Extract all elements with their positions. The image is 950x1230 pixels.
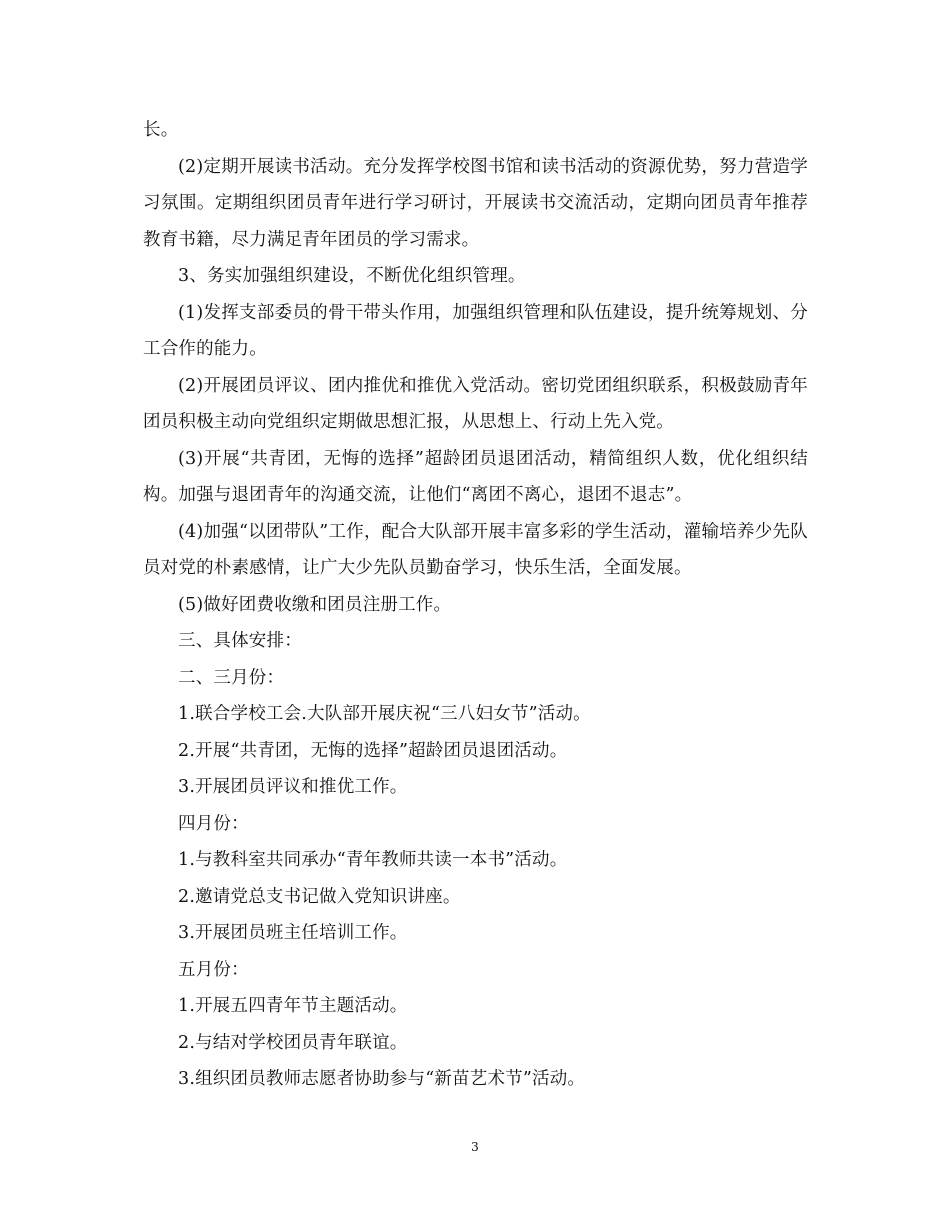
month-heading-feb-mar: 二、三月份： bbox=[178, 667, 285, 688]
paragraph-committee-role: (1)发挥支部委员的骨干带头作用，加强组织管理和队伍建设，提升统筹规划、分工合作的能力。 bbox=[143, 302, 808, 359]
list-item: 1.开展五四青年节主题活动。 bbox=[178, 996, 408, 1016]
month-heading-april: 四月份： bbox=[178, 813, 249, 834]
list-item: 2.邀请党总支书记做入党知识讲座。 bbox=[178, 886, 461, 907]
list-item: 1.联合学校工会.大队部开展庆祝“三八妇女节”活动。 bbox=[178, 704, 591, 724]
paragraph-member-evaluation: (2)开展团员评议、团内推优和推优入党活动。密切党团组织联系，积极鼓励青年团员积极主动向党组织定期做思想汇报，从思想上、行动上先入党。 bbox=[143, 375, 808, 432]
list-item: 2.开展“共青团，无悔的选择”超龄团员退团活动。 bbox=[178, 740, 568, 761]
page-number: 3 bbox=[471, 1140, 479, 1154]
paragraph-continuation: 长。 bbox=[143, 120, 179, 140]
paragraph-fees-registration: (5)做好团费收缴和团员注册工作。 bbox=[178, 594, 452, 615]
list-item: 3.开展团员班主任培训工作。 bbox=[178, 923, 408, 943]
paragraph-over-age-members: (3)开展“共青团，无悔的选择”超龄团员退团活动，精简组织人数，优化组织结构。加强与退团青年的沟通交流，让他们“离团不离心，退团不退志”。 bbox=[143, 448, 808, 505]
section-heading-schedule: 三、具体安排： bbox=[178, 631, 302, 651]
section-heading-organization: 3、务实加强组织建设，不断优化组织管理。 bbox=[178, 266, 526, 286]
list-item: 3.组织团员教师志愿者协助参与“新苗艺术节”活动。 bbox=[178, 1069, 586, 1089]
month-heading-may: 五月份： bbox=[178, 959, 249, 980]
list-item: 3.开展团员评议和推优工作。 bbox=[178, 777, 408, 797]
document-body bbox=[143, 112, 808, 1098]
paragraph-team-leads-pioneers: (4)加强“以团带队”工作，配合大队部开展丰富多彩的学生活动，灌输培养少先队员对党的朴素感情，让广大少先队员勤奋学习，快乐生活，全面发展。 bbox=[143, 521, 808, 578]
list-item: 1.与教科室共同承办“青年教师共读一本书”活动。 bbox=[178, 850, 568, 870]
list-item: 2.与结对学校团员青年联谊。 bbox=[178, 1032, 408, 1053]
paragraph-reading-activities: (2)定期开展读书活动。充分发挥学校图书馆和读书活动的资源优势，努力营造学习氛围。定期组织团员青年进行学习研讨，开展读书交流活动，定期向团员青年推荐教育书籍，尽力满足青年团员的学习需求。 bbox=[143, 156, 808, 250]
